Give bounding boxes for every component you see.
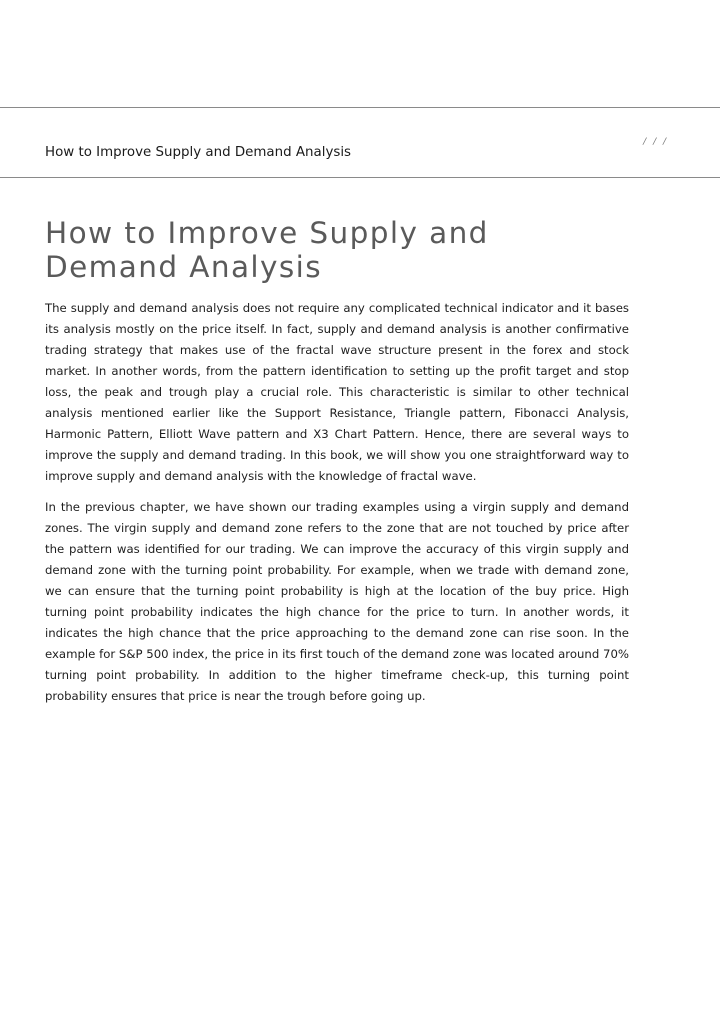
running-header	[0, 107, 720, 178]
chapter-title: How to Improve Supply and Demand Analysis	[45, 216, 489, 284]
body-paragraph-2: In the previous chapter, we have shown our trading examples using a virgin supply and demand zones. The virgin supply and demand zone refers to the zone that are not touched by price after the pattern was identified for our trading. We can improve the accuracy of this virgin supply and demand zone with the turning point probability. For example, when we trade with demand zone, we can ensure that the turning point probability is high at the location of the buy price. High turning point probability indicates the high chance for the price to turn. In another words, it indicates the high chance that the price approaching to the demand zone can rise soon. In the example for S&P 500 index, the price in its first touch of the demand zone was located around 70% turning point probability. In addition to the higher timeframe check-up, this turning point probability ensures that price is near the trough before going up.	[45, 500, 629, 703]
page-marker: / / /	[643, 137, 668, 147]
body-paragraph-1: The supply and demand analysis does not require any complicated technical indicator and it bases its analysis mostly on the price itself. In fact, supply and demand analysis is another confirmative trading strategy that makes use of the fractal wave structure present in the forex and stock market. In another words, from the pattern identification to setting up the profit target and stop loss, the peak and trough play a crucial role. This characteristic is similar to other technical analysis mentioned earlier like the Support Resistance, Triangle pattern, Fibonacci Analysis, Harmonic Pattern, Elliott Wave pattern and X3 Chart Pattern. Hence, there are several ways to improve the supply and demand trading. In this book, we will show you one straightforward way to improve supply and demand analysis with the knowledge of fractal wave.	[45, 301, 629, 483]
article-body	[45, 216, 629, 707]
running-title: How to Improve Supply and Demand Analysis	[45, 145, 352, 160]
